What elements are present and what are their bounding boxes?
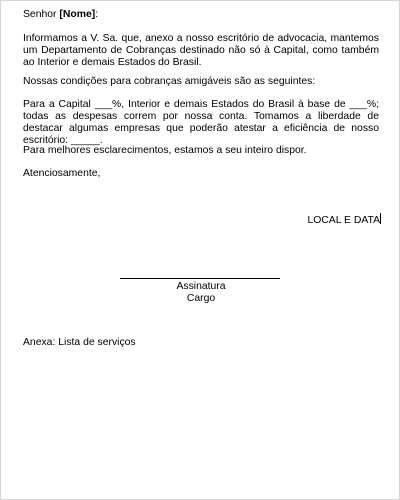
local-date-text: LOCAL E DATA bbox=[307, 215, 380, 226]
text-cursor bbox=[380, 213, 381, 224]
signature-label: Assinatura bbox=[176, 281, 226, 292]
signature-line bbox=[120, 278, 280, 279]
signature-role: Cargo bbox=[186, 293, 216, 304]
paragraph-availability: Para melhores esclarecimentos, estamos a seu inteiro dispor. bbox=[23, 145, 307, 156]
closing-salutation: Atenciosamente, bbox=[23, 168, 101, 179]
greeting-suffix: : bbox=[95, 9, 99, 20]
greeting-line bbox=[23, 9, 379, 21]
annex-note: Anexa: Lista de serviços bbox=[23, 337, 136, 348]
paragraph-conditions: Para a Capital ___%, Interior e demais Estados do Brasil à base de ___%; todas as despesas correm por nossa conta. Tomamos a liberdade de destacar algumas empresas que poderão atestar a eficiência de nosso escritório: _____. bbox=[23, 99, 379, 146]
paragraph-introduction: Informamos a V. Sa. que, anexo a nosso escritório de advocacia, mantemos um Departamento de Cobranças destinado não só à Capital, como também ao Interior e demais Estados do Brasil. bbox=[23, 33, 379, 68]
paragraph-conditions-intro: Nossas condições para cobranças amigáveis são as seguintes: bbox=[23, 76, 316, 87]
greeting-prefix: Senhor bbox=[23, 9, 60, 20]
local-date-line bbox=[301, 213, 381, 227]
recipient-name-placeholder: [Nome] bbox=[59, 9, 96, 20]
